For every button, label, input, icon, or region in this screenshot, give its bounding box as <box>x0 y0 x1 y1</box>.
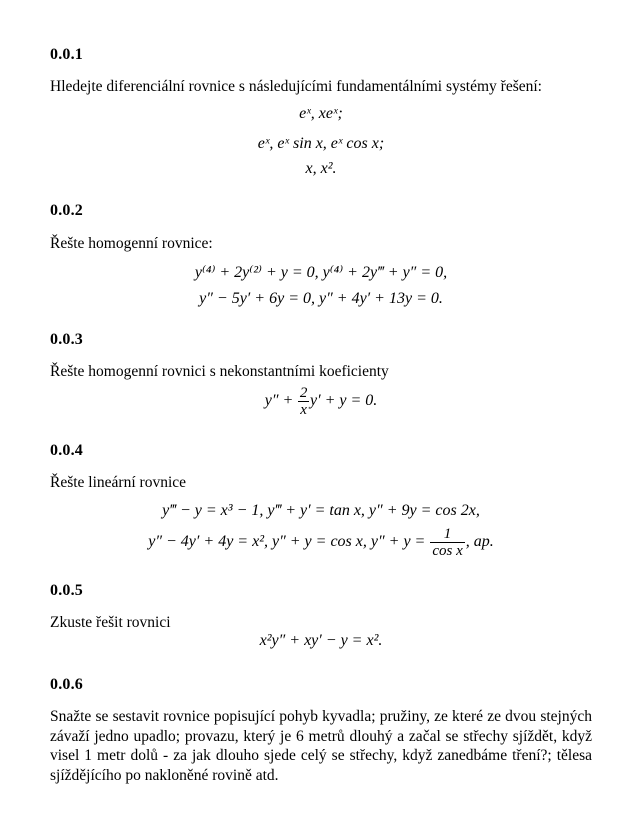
equation-part: , ap. <box>465 533 494 551</box>
equation: x²y″ + xy′ − y = x². <box>259 632 383 649</box>
equation <box>50 526 592 559</box>
fraction <box>430 526 464 559</box>
equation: y‴ − y = x³ − 1, y‴ + y′ = tan x, y″ + 9y = cos 2x, <box>162 502 480 519</box>
section-heading: 0.0.5 <box>50 582 83 599</box>
section-text: Snažte se sestavit rovnice popisující pohyb kyvadla; pružiny, ze které ze dvou stejných závaží jedno upadlo; provazu, který je 6 metrů dlouhý a začal se střechy sjíždět, když visel 1 metr dolů - za jak dlouho sjede celý se střechy, když zanedbáme tření?; tělesa sjíždějícího po nakloněné rovině atd. <box>50 708 592 784</box>
section-text: Zkuste řešit rovnici <box>50 614 171 631</box>
section-text: Řešte homogenní rovnici s nekonstantními koeficienty <box>50 363 389 380</box>
equation: x, x². <box>305 160 337 177</box>
fraction-numerator: 1 <box>443 526 452 542</box>
equation: eˣ, xeˣ; <box>299 105 343 122</box>
equation: y⁽⁴⁾ + 2y⁽²⁾ + y = 0, y⁽⁴⁾ + 2y‴ + y″ = 0, <box>194 264 448 281</box>
equation: y″ − 5y′ + 6y = 0, y″ + 4y′ + 13y = 0. <box>199 290 443 307</box>
equation-part: y″ + <box>264 392 298 410</box>
section-text: Řešte homogenní rovnice: <box>50 235 213 252</box>
equation-part: y″ − 4y′ + 4y = x², y″ + y = cos x, y″ + y = <box>148 533 430 551</box>
fraction-denominator: x <box>300 402 307 418</box>
section-heading: 0.0.3 <box>50 331 83 348</box>
section-text: Hledejte diferenciální rovnice s následujícími fundamentálními systémy řešení: <box>50 78 542 95</box>
fraction-denominator: cos x <box>432 543 463 559</box>
section-heading: 0.0.4 <box>50 442 83 459</box>
section-heading: 0.0.1 <box>50 46 83 63</box>
fraction-numerator: 2 <box>299 385 308 401</box>
section-heading: 0.0.6 <box>50 676 83 693</box>
fraction <box>298 385 309 418</box>
section-text: Řešte lineární rovnice <box>50 474 187 491</box>
section-heading: 0.0.2 <box>50 202 83 219</box>
equation-part: y′ + y = 0. <box>309 392 378 410</box>
equation <box>50 385 592 418</box>
equation: eˣ, eˣ sin x, eˣ cos x; <box>257 135 385 152</box>
